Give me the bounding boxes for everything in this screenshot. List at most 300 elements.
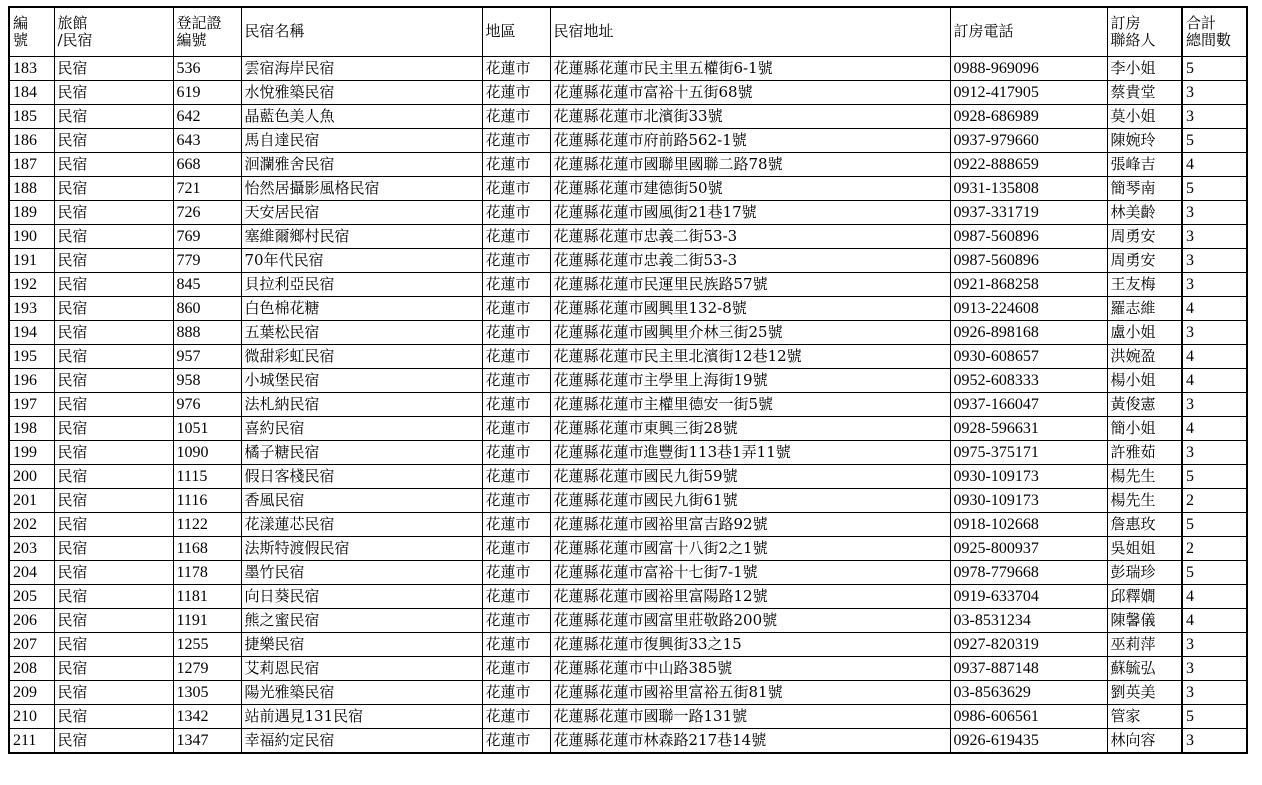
cell-contact: 林向容 [1107, 729, 1182, 754]
cell-number: 197 [9, 393, 54, 417]
table-row [9, 537, 1247, 561]
cell-type: 民宿 [54, 633, 173, 657]
cell-type: 民宿 [54, 729, 173, 754]
cell-address: 花蓮縣花蓮市國民九街59號 [550, 465, 950, 489]
cell-contact: 詹惠玫 [1107, 513, 1182, 537]
table-row [9, 561, 1247, 585]
cell-number: 201 [9, 489, 54, 513]
cell-type: 民宿 [54, 609, 173, 633]
cell-bnb-name: 法札納民宿 [241, 393, 482, 417]
cell-type: 民宿 [54, 561, 173, 585]
cell-district: 花蓮市 [482, 129, 550, 153]
cell-phone: 0919-633704 [950, 585, 1107, 609]
table-row [9, 705, 1247, 729]
table-row [9, 273, 1247, 297]
cell-address: 花蓮縣花蓮市民運里民族路57號 [550, 273, 950, 297]
cell-registration-no: 976 [173, 393, 241, 417]
cell-contact: 楊先生 [1107, 489, 1182, 513]
cell-contact: 莫小姐 [1107, 105, 1182, 129]
cell-number: 188 [9, 177, 54, 201]
header-registration-no-line: 編號 [176, 31, 207, 49]
cell-type: 民宿 [54, 441, 173, 465]
cell-phone: 0918-102668 [950, 513, 1107, 537]
cell-registration-no: 726 [173, 201, 241, 225]
cell-bnb-name: 晶藍色美人魚 [241, 105, 482, 129]
cell-registration-no: 1191 [173, 609, 241, 633]
cell-phone: 0930-109173 [950, 465, 1107, 489]
header-district-line: 地區 [485, 22, 516, 41]
cell-number: 190 [9, 225, 54, 249]
table-row [9, 393, 1247, 417]
cell-phone: 0937-166047 [950, 393, 1107, 417]
cell-number: 209 [9, 681, 54, 705]
cell-number: 192 [9, 273, 54, 297]
cell-contact: 楊先生 [1107, 465, 1182, 489]
cell-type: 民宿 [54, 537, 173, 561]
cell-registration-no: 1181 [173, 585, 241, 609]
cell-district: 花蓮市 [482, 729, 550, 754]
table-row [9, 81, 1247, 105]
cell-total-rooms: 3 [1182, 273, 1247, 297]
cell-number: 187 [9, 153, 54, 177]
cell-address: 花蓮縣花蓮市國興里132-8號 [550, 297, 950, 321]
cell-type: 民宿 [54, 153, 173, 177]
cell-address: 花蓮縣花蓮市建德街50號 [550, 177, 950, 201]
cell-number: 206 [9, 609, 54, 633]
cell-total-rooms: 5 [1182, 177, 1247, 201]
cell-total-rooms: 5 [1182, 513, 1247, 537]
cell-total-rooms: 3 [1182, 105, 1247, 129]
cell-district: 花蓮市 [482, 417, 550, 441]
cell-contact: 簡小姐 [1107, 417, 1182, 441]
cell-number: 189 [9, 201, 54, 225]
cell-bnb-name: 塞維爾鄉村民宿 [241, 225, 482, 249]
cell-total-rooms: 3 [1182, 249, 1247, 273]
cell-district: 花蓮市 [482, 273, 550, 297]
cell-district: 花蓮市 [482, 249, 550, 273]
cell-total-rooms: 4 [1182, 609, 1247, 633]
cell-registration-no: 668 [173, 153, 241, 177]
cell-bnb-name: 雲宿海岸民宿 [241, 57, 482, 81]
cell-address: 花蓮縣花蓮市富裕十七街7-1號 [550, 561, 950, 585]
cell-registration-no: 1178 [173, 561, 241, 585]
cell-type: 民宿 [54, 273, 173, 297]
cell-total-rooms: 3 [1182, 225, 1247, 249]
header-phone-line: 訂房電話 [953, 22, 1014, 41]
cell-total-rooms: 2 [1182, 489, 1247, 513]
cell-contact: 邱釋嫺 [1107, 585, 1182, 609]
cell-total-rooms: 4 [1182, 297, 1247, 321]
cell-type: 民宿 [54, 249, 173, 273]
cell-address: 花蓮縣花蓮市北濱街33號 [550, 105, 950, 129]
cell-contact: 周勇安 [1107, 225, 1182, 249]
cell-bnb-name: 捷樂民宿 [241, 633, 482, 657]
cell-address: 花蓮縣花蓮市主學里上海街19號 [550, 369, 950, 393]
cell-number: 198 [9, 417, 54, 441]
cell-registration-no: 1051 [173, 417, 241, 441]
cell-district: 花蓮市 [482, 369, 550, 393]
cell-phone: 0937-887148 [950, 657, 1107, 681]
table-row [9, 681, 1247, 705]
cell-number: 191 [9, 249, 54, 273]
cell-total-rooms: 3 [1182, 633, 1247, 657]
cell-number: 196 [9, 369, 54, 393]
cell-type: 民宿 [54, 681, 173, 705]
cell-address: 花蓮縣花蓮市國裕里富吉路92號 [550, 513, 950, 537]
table-row [9, 585, 1247, 609]
cell-registration-no: 1342 [173, 705, 241, 729]
cell-registration-no: 1122 [173, 513, 241, 537]
table-row [9, 153, 1247, 177]
cell-bnb-name: 貝拉利亞民宿 [241, 273, 482, 297]
cell-type: 民宿 [54, 129, 173, 153]
cell-phone: 03-8531234 [950, 609, 1107, 633]
cell-address: 花蓮縣花蓮市忠義二街53-3 [550, 225, 950, 249]
cell-registration-no: 1255 [173, 633, 241, 657]
cell-district: 花蓮市 [482, 153, 550, 177]
cell-registration-no: 1347 [173, 729, 241, 754]
table-row [9, 513, 1247, 537]
cell-contact: 盧小姐 [1107, 321, 1182, 345]
cell-district: 花蓮市 [482, 177, 550, 201]
cell-number: 199 [9, 441, 54, 465]
cell-address: 花蓮縣花蓮市進豐街113巷1弄11號 [550, 441, 950, 465]
cell-registration-no: 643 [173, 129, 241, 153]
cell-address: 花蓮縣花蓮市民主里北濱街12巷12號 [550, 345, 950, 369]
cell-type: 民宿 [54, 321, 173, 345]
cell-contact: 羅志維 [1107, 297, 1182, 321]
cell-registration-no: 888 [173, 321, 241, 345]
cell-number: 193 [9, 297, 54, 321]
cell-phone: 0937-979660 [950, 129, 1107, 153]
cell-number: 207 [9, 633, 54, 657]
cell-address: 花蓮縣花蓮市主權里德安一街5號 [550, 393, 950, 417]
cell-phone: 0913-224608 [950, 297, 1107, 321]
cell-total-rooms: 3 [1182, 393, 1247, 417]
cell-phone: 0930-608657 [950, 345, 1107, 369]
cell-contact: 簡琴南 [1107, 177, 1182, 201]
cell-contact: 陳馨儀 [1107, 609, 1182, 633]
header-number-line: 編 [13, 13, 29, 32]
cell-total-rooms: 3 [1182, 729, 1247, 754]
header-registration-no [173, 7, 241, 57]
cell-number: 194 [9, 321, 54, 345]
table-body [9, 57, 1247, 754]
cell-total-rooms: 5 [1182, 465, 1247, 489]
cell-contact: 劉英美 [1107, 681, 1182, 705]
cell-district: 花蓮市 [482, 489, 550, 513]
cell-registration-no: 1279 [173, 657, 241, 681]
cell-type: 民宿 [54, 705, 173, 729]
cell-total-rooms: 3 [1182, 657, 1247, 681]
cell-phone: 0922-888659 [950, 153, 1107, 177]
cell-district: 花蓮市 [482, 441, 550, 465]
cell-total-rooms: 4 [1182, 369, 1247, 393]
cell-district: 花蓮市 [482, 705, 550, 729]
cell-type: 民宿 [54, 201, 173, 225]
cell-total-rooms: 4 [1182, 153, 1247, 177]
cell-district: 花蓮市 [482, 537, 550, 561]
cell-phone: 0928-596631 [950, 417, 1107, 441]
cell-type: 民宿 [54, 297, 173, 321]
table-row [9, 249, 1247, 273]
cell-registration-no: 958 [173, 369, 241, 393]
cell-district: 花蓮市 [482, 321, 550, 345]
cell-type: 民宿 [54, 513, 173, 537]
cell-bnb-name: 艾莉恩民宿 [241, 657, 482, 681]
cell-address: 花蓮縣花蓮市國聯里國聯二路78號 [550, 153, 950, 177]
cell-bnb-name: 橘子糖民宿 [241, 441, 482, 465]
cell-number: 203 [9, 537, 54, 561]
cell-type: 民宿 [54, 81, 173, 105]
cell-registration-no: 536 [173, 57, 241, 81]
cell-type: 民宿 [54, 225, 173, 249]
cell-district: 花蓮市 [482, 585, 550, 609]
cell-number: 208 [9, 657, 54, 681]
cell-district: 花蓮市 [482, 561, 550, 585]
table-row [9, 729, 1247, 754]
header-type-line: 旅館 [57, 13, 88, 32]
cell-number: 186 [9, 129, 54, 153]
cell-registration-no: 769 [173, 225, 241, 249]
table-row [9, 57, 1247, 81]
header-contact-line: 訂房 [1110, 13, 1141, 32]
table-row [9, 177, 1247, 201]
cell-number: 183 [9, 57, 54, 81]
cell-total-rooms: 3 [1182, 681, 1247, 705]
cell-address: 花蓮縣花蓮市國聯一路131號 [550, 705, 950, 729]
header-bnb-name-line: 民宿名稱 [244, 22, 305, 41]
cell-phone: 0926-898168 [950, 321, 1107, 345]
cell-bnb-name: 站前遇見131民宿 [241, 705, 482, 729]
cell-total-rooms: 4 [1182, 345, 1247, 369]
header-contact-line: 聯絡人 [1110, 31, 1156, 49]
cell-phone: 0926-619435 [950, 729, 1107, 754]
cell-type: 民宿 [54, 393, 173, 417]
cell-type: 民宿 [54, 105, 173, 129]
cell-registration-no: 957 [173, 345, 241, 369]
table-row [9, 129, 1247, 153]
cell-address: 花蓮縣花蓮市國富里莊敬路200號 [550, 609, 950, 633]
cell-registration-no: 1116 [173, 489, 241, 513]
cell-total-rooms: 5 [1182, 57, 1247, 81]
cell-address: 花蓮縣花蓮市民主里五權街6-1號 [550, 57, 950, 81]
cell-bnb-name: 花漾蓮芯民宿 [241, 513, 482, 537]
cell-number: 184 [9, 81, 54, 105]
cell-type: 民宿 [54, 177, 173, 201]
table-row [9, 369, 1247, 393]
cell-bnb-name: 小城堡民宿 [241, 369, 482, 393]
table-row [9, 345, 1247, 369]
cell-address: 花蓮縣花蓮市東興三街28號 [550, 417, 950, 441]
header-phone [950, 7, 1107, 57]
cell-number: 195 [9, 345, 54, 369]
header-row [9, 7, 1247, 57]
cell-bnb-name: 怡然居攝影風格民宿 [241, 177, 482, 201]
cell-bnb-name: 微甜彩虹民宿 [241, 345, 482, 369]
cell-district: 花蓮市 [482, 57, 550, 81]
cell-district: 花蓮市 [482, 81, 550, 105]
cell-type: 民宿 [54, 489, 173, 513]
header-total-rooms-line: 總間數 [1186, 31, 1232, 49]
cell-contact: 彭瑞珍 [1107, 561, 1182, 585]
cell-total-rooms: 5 [1182, 129, 1247, 153]
cell-registration-no: 1168 [173, 537, 241, 561]
cell-registration-no: 642 [173, 105, 241, 129]
cell-total-rooms: 4 [1182, 585, 1247, 609]
cell-district: 花蓮市 [482, 345, 550, 369]
header-contact [1107, 7, 1182, 57]
cell-phone: 0921-868258 [950, 273, 1107, 297]
cell-address: 花蓮縣花蓮市林森路217巷14號 [550, 729, 950, 754]
cell-number: 211 [9, 729, 54, 754]
cell-district: 花蓮市 [482, 201, 550, 225]
cell-district: 花蓮市 [482, 609, 550, 633]
cell-address: 花蓮縣花蓮市國裕里富裕五街81號 [550, 681, 950, 705]
cell-address: 花蓮縣花蓮市國裕里富陽路12號 [550, 585, 950, 609]
header-number-line: 號 [13, 31, 29, 49]
cell-district: 花蓮市 [482, 297, 550, 321]
table-row [9, 633, 1247, 657]
cell-address: 花蓮縣花蓮市國風街21巷17號 [550, 201, 950, 225]
table-row [9, 609, 1247, 633]
cell-phone: 0978-779668 [950, 561, 1107, 585]
cell-total-rooms: 3 [1182, 321, 1247, 345]
cell-bnb-name: 洄瀾雅舍民宿 [241, 153, 482, 177]
table-row [9, 441, 1247, 465]
bnb-registry-table [8, 6, 1248, 754]
cell-bnb-name: 馬自達民宿 [241, 129, 482, 153]
cell-phone: 0927-820319 [950, 633, 1107, 657]
cell-contact: 洪婉盈 [1107, 345, 1182, 369]
cell-registration-no: 779 [173, 249, 241, 273]
table-row [9, 489, 1247, 513]
cell-type: 民宿 [54, 657, 173, 681]
cell-bnb-name: 天安居民宿 [241, 201, 482, 225]
cell-type: 民宿 [54, 369, 173, 393]
cell-phone: 0912-417905 [950, 81, 1107, 105]
cell-registration-no: 721 [173, 177, 241, 201]
cell-phone: 0931-135808 [950, 177, 1107, 201]
cell-phone: 0986-606561 [950, 705, 1107, 729]
cell-district: 花蓮市 [482, 225, 550, 249]
cell-bnb-name: 熊之蜜民宿 [241, 609, 482, 633]
cell-address: 花蓮縣花蓮市國興里介林三街25號 [550, 321, 950, 345]
cell-total-rooms: 2 [1182, 537, 1247, 561]
header-number [9, 7, 54, 57]
cell-type: 民宿 [54, 345, 173, 369]
cell-bnb-name: 70年代民宿 [241, 249, 482, 273]
cell-contact: 蘇毓弘 [1107, 657, 1182, 681]
cell-contact: 陳婉玲 [1107, 129, 1182, 153]
header-type [54, 7, 173, 57]
table-row [9, 321, 1247, 345]
cell-type: 民宿 [54, 417, 173, 441]
cell-district: 花蓮市 [482, 633, 550, 657]
cell-bnb-name: 香風民宿 [241, 489, 482, 513]
cell-phone: 0925-800937 [950, 537, 1107, 561]
cell-number: 200 [9, 465, 54, 489]
cell-phone: 0937-331719 [950, 201, 1107, 225]
cell-address: 花蓮縣花蓮市國富十八街2之1號 [550, 537, 950, 561]
cell-type: 民宿 [54, 57, 173, 81]
cell-contact: 巫莉萍 [1107, 633, 1182, 657]
cell-number: 185 [9, 105, 54, 129]
header-total-rooms [1182, 7, 1247, 57]
cell-contact: 蔡貴堂 [1107, 81, 1182, 105]
cell-bnb-name: 假日客棧民宿 [241, 465, 482, 489]
cell-registration-no: 845 [173, 273, 241, 297]
cell-phone: 0987-560896 [950, 249, 1107, 273]
cell-total-rooms: 4 [1182, 417, 1247, 441]
cell-contact: 李小姐 [1107, 57, 1182, 81]
cell-bnb-name: 喜約民宿 [241, 417, 482, 441]
table-row [9, 105, 1247, 129]
cell-registration-no: 1305 [173, 681, 241, 705]
cell-address: 花蓮縣花蓮市復興街33之15 [550, 633, 950, 657]
cell-bnb-name: 幸福約定民宿 [241, 729, 482, 754]
table-row [9, 657, 1247, 681]
cell-contact: 吳姐姐 [1107, 537, 1182, 561]
cell-address: 花蓮縣花蓮市府前路562-1號 [550, 129, 950, 153]
table-row [9, 417, 1247, 441]
cell-number: 205 [9, 585, 54, 609]
header-type-line: /民宿 [57, 31, 93, 49]
cell-contact: 周勇安 [1107, 249, 1182, 273]
cell-district: 花蓮市 [482, 105, 550, 129]
header-bnb-name [241, 7, 482, 57]
cell-address: 花蓮縣花蓮市忠義二街53-3 [550, 249, 950, 273]
cell-contact: 黃俊憲 [1107, 393, 1182, 417]
cell-contact: 王友梅 [1107, 273, 1182, 297]
cell-type: 民宿 [54, 465, 173, 489]
cell-number: 204 [9, 561, 54, 585]
cell-total-rooms: 3 [1182, 201, 1247, 225]
header-address-line: 民宿地址 [553, 22, 614, 41]
table-row [9, 297, 1247, 321]
cell-bnb-name: 陽光雅築民宿 [241, 681, 482, 705]
cell-contact: 楊小姐 [1107, 369, 1182, 393]
table-row [9, 225, 1247, 249]
cell-registration-no: 860 [173, 297, 241, 321]
cell-total-rooms: 3 [1182, 441, 1247, 465]
table-row [9, 465, 1247, 489]
cell-district: 花蓮市 [482, 465, 550, 489]
cell-address: 花蓮縣花蓮市富裕十五街68號 [550, 81, 950, 105]
cell-total-rooms: 3 [1182, 81, 1247, 105]
cell-phone: 0952-608333 [950, 369, 1107, 393]
cell-district: 花蓮市 [482, 393, 550, 417]
cell-total-rooms: 5 [1182, 561, 1247, 585]
cell-phone: 0975-375171 [950, 441, 1107, 465]
cell-contact: 張峰吉 [1107, 153, 1182, 177]
cell-phone: 0930-109173 [950, 489, 1107, 513]
cell-contact: 管家 [1107, 705, 1182, 729]
cell-bnb-name: 向日葵民宿 [241, 585, 482, 609]
cell-district: 花蓮市 [482, 513, 550, 537]
cell-bnb-name: 墨竹民宿 [241, 561, 482, 585]
cell-district: 花蓮市 [482, 657, 550, 681]
cell-address: 花蓮縣花蓮市國民九街61號 [550, 489, 950, 513]
cell-phone: 0987-560896 [950, 225, 1107, 249]
cell-district: 花蓮市 [482, 681, 550, 705]
cell-phone: 0928-686989 [950, 105, 1107, 129]
cell-registration-no: 619 [173, 81, 241, 105]
cell-bnb-name: 水悅雅築民宿 [241, 81, 482, 105]
cell-bnb-name: 法斯特渡假民宿 [241, 537, 482, 561]
cell-registration-no: 1115 [173, 465, 241, 489]
cell-contact: 林美齡 [1107, 201, 1182, 225]
